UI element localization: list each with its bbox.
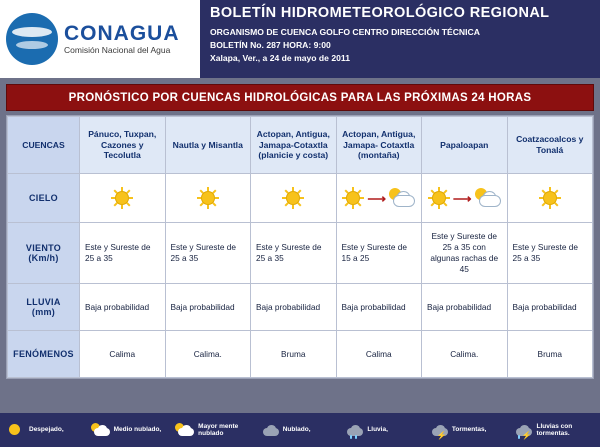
fenomeno-cell-4: Calima	[336, 331, 422, 378]
logo-subtitle: Comisión Nacional del Agua	[64, 45, 171, 56]
header-cell-cuenca-4: Actopan, Antigua, Jamapa- Cotaxtla (montaña)	[336, 117, 422, 174]
lluvia-cell-6: Baja probabilidad	[507, 284, 593, 331]
viento-cell-5: Este y Sureste de 25 a 35 con algunas rachas de 45	[422, 223, 508, 284]
fenomeno-cell-2: Calima.	[165, 331, 251, 378]
lluvia-cell-4: Baja probabilidad	[336, 284, 422, 331]
legend-item-mayormente-nublado	[175, 422, 256, 438]
table-row-cuencas	[8, 117, 593, 174]
legend-item-nublado	[260, 422, 341, 438]
arrow-right-icon: ⟶	[367, 190, 387, 206]
viento-cell-2: Este y Sureste de 25 a 35	[165, 223, 251, 284]
viento-cell-6: Este y Sureste de 25 a 35	[507, 223, 593, 284]
row-label-fenomenos: FENÓMENOS	[8, 331, 80, 378]
header-cell-cuenca-6: Coatzacoalcos y Tonalá	[507, 117, 593, 174]
header-cell-cuenca-5: Papaloapan	[422, 117, 508, 174]
row-label-viento-line2: (Km/h)	[28, 253, 59, 263]
table-row-fenomenos	[8, 331, 593, 378]
cielo-cell-4	[336, 174, 422, 223]
table-row-lluvia	[8, 284, 593, 331]
sun-icon	[539, 187, 561, 209]
legend-item-despejado	[6, 422, 87, 438]
legend-bar	[0, 413, 600, 447]
sun-icon	[428, 187, 450, 209]
legend-item-medio-nublado	[91, 422, 172, 438]
row-label-lluvia-line1: LLUVIA	[26, 297, 61, 307]
mostly-cloudy-icon	[175, 422, 195, 438]
partly-cloudy-icon	[389, 188, 415, 208]
legend-item-tormentas	[429, 422, 510, 438]
legend-label: Nublado,	[282, 426, 311, 434]
header-cell-cuenca-1: Pánuco, Tuxpan, Cazones y Tecolutla	[80, 117, 166, 174]
fenomeno-cell-6: Bruma	[507, 331, 593, 378]
row-label-viento-line1: VIENTO	[25, 243, 62, 253]
logo-title: CONAGUA	[64, 22, 180, 46]
legend-label: Tormentas,	[451, 426, 487, 434]
cielo-cell-2	[165, 174, 251, 223]
fenomeno-cell-1: Calima	[80, 331, 166, 378]
sun-icon	[282, 187, 304, 209]
legend-label: Lluvia,	[367, 426, 388, 434]
lluvia-cell-5: Baja probabilidad	[422, 284, 508, 331]
viento-cell-3: Este y Sureste de 25 a 35	[251, 223, 337, 284]
cloudy-icon	[260, 422, 280, 438]
storm-rain-icon: ⚡	[513, 422, 533, 438]
partly-cloudy-icon	[475, 188, 501, 208]
legend-label: Lluvias con tormentas.	[536, 422, 573, 437]
row-label-viento	[8, 223, 80, 284]
header-bulletin-number: BOLETÍN No. 287 HORA: 9:00	[210, 40, 331, 50]
forecast-banner: PRONÓSTICO POR CUENCAS HIDROLÓGICAS PARA LAS PRÓXIMAS 24 HORAS	[6, 84, 594, 111]
sun-icon	[342, 187, 364, 209]
fenomeno-cell-5: Calima.	[422, 331, 508, 378]
table-row-viento	[8, 223, 593, 284]
header-organism: ORGANISMO DE CUENCA GOLFO CENTRO DIRECCIÓN TÉCNICA	[210, 27, 480, 37]
cielo-cell-1	[80, 174, 166, 223]
header-cell-cuenca-3: Actopan, Antigua, Jamapa-Cotaxtla (planicie y costa)	[251, 117, 337, 174]
rain-icon	[344, 422, 364, 438]
legend-label: Medio nublado,	[113, 426, 162, 434]
row-label-lluvia-line2: (mm)	[31, 307, 56, 317]
header-text-block	[200, 0, 600, 78]
logo-text	[64, 23, 180, 55]
lluvia-cell-2: Baja probabilidad	[165, 284, 251, 331]
page-header	[0, 0, 600, 78]
lluvia-cell-3: Baja probabilidad	[251, 284, 337, 331]
row-label-lluvia	[8, 284, 80, 331]
forecast-table	[6, 115, 594, 379]
viento-cell-4: Este y Sureste de 15 a 25	[336, 223, 422, 284]
legend-label: Despejado,	[29, 426, 64, 434]
lluvia-cell-1: Baja probabilidad	[80, 284, 166, 331]
sun-icon	[111, 187, 133, 209]
sun-icon	[6, 422, 26, 438]
header-place-date: Xalapa, Ver., a 24 de mayo de 2011	[210, 53, 350, 63]
legend-label: Mayor mente nublado	[198, 422, 239, 437]
viento-cell-1: Este y Sureste de 25 a 35	[80, 223, 166, 284]
page-title: BOLETÍN HIDROMETEOROLÓGICO REGIONAL	[210, 5, 550, 21]
table-row-cielo	[8, 174, 593, 223]
water-logo-icon	[6, 13, 58, 65]
row-label-cielo: CIELO	[8, 174, 80, 223]
cielo-cell-3	[251, 174, 337, 223]
partly-cloudy-icon	[91, 422, 111, 438]
arrow-right-icon: ⟶	[452, 190, 472, 206]
legend-item-lluvias-con-tormentas	[513, 422, 594, 438]
fenomeno-cell-3: Bruma	[251, 331, 337, 378]
header-cell-cuenca-2: Nautla y Misantla	[165, 117, 251, 174]
row-label-cuencas: CUENCAS	[8, 117, 80, 174]
cielo-cell-5	[422, 174, 508, 223]
conagua-logo	[0, 0, 200, 78]
sun-icon	[197, 187, 219, 209]
legend-item-lluvia	[344, 422, 425, 438]
cielo-cell-6	[507, 174, 593, 223]
storm-icon: ⚡	[429, 422, 449, 438]
